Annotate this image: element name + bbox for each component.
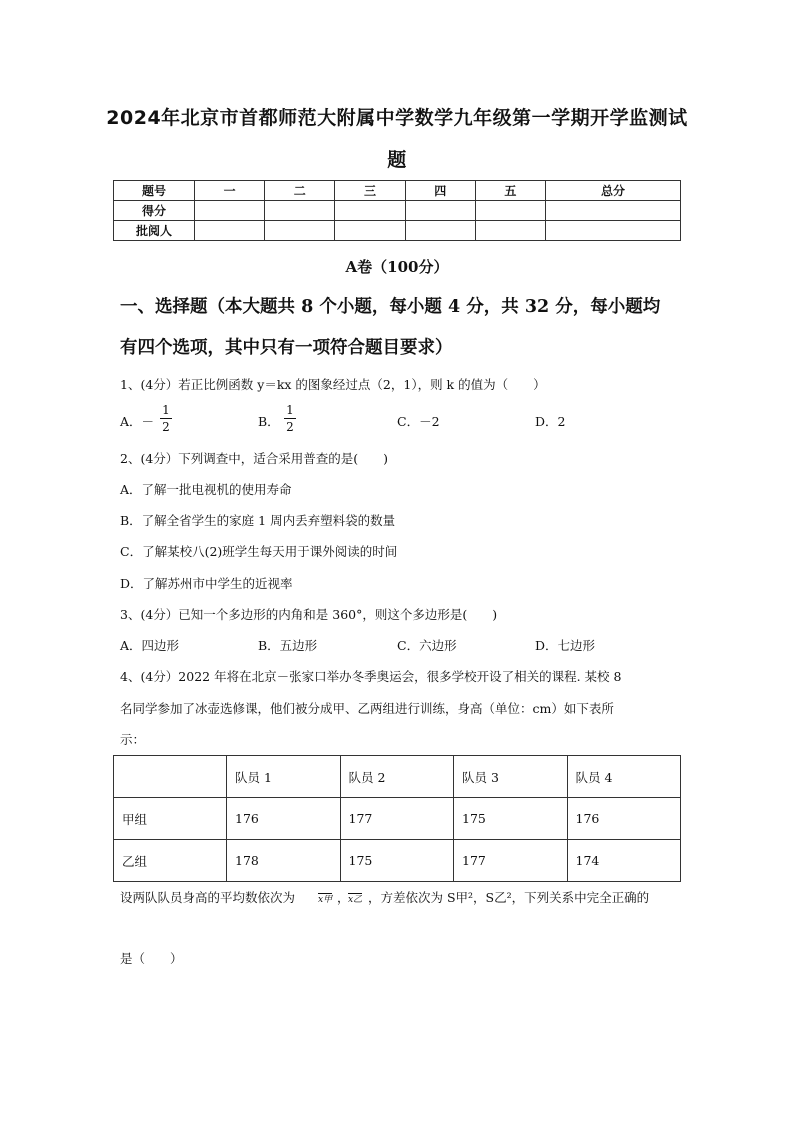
height-header-cell: 队员 3 [454,756,568,798]
score-header-cell: 题号 [114,181,195,201]
q3-option-d: D．七边形 [535,638,596,653]
height-cell: 178 [227,840,341,882]
score-header-cell: 四 [405,181,475,201]
xbar-jia-label: x甲 [318,895,333,905]
fraction-denominator: 2 [162,420,170,434]
score-row-label: 批阅人 [114,221,195,241]
score-cell [195,201,265,221]
section-one-heading-line2: 有四个选项，其中只有一项符合题目要求） [120,338,453,358]
q4-stem-line1: 4、(4分）2022 年将在北京－张家口举办冬季奥运会，很多学校开设了相关的课程. 某校 8 [120,669,622,684]
fraction-bar [284,418,296,419]
q2-option-c: C．了解某校八(2)班学生每天用于课外阅读的时间 [120,544,398,559]
score-row-label: 得分 [114,201,195,221]
score-cell [405,201,475,221]
score-header-cell: 三 [335,181,405,201]
q3-stem: 3、(4分）已知一个多边形的内角和是 360°，则这个多边形是( ) [120,607,498,622]
score-cell [265,221,335,241]
height-table-row [114,798,681,840]
q1-option-b-prefix: B． [258,414,280,429]
height-cell: 175 [340,840,454,882]
overline [348,893,362,894]
height-table [113,755,681,882]
q1-option-d: D．2 [535,414,566,429]
q1-option-c: C．－2 [397,414,440,429]
q4-comma: ， [337,890,350,905]
score-cell [335,201,405,221]
exam-title-line2: 题 [387,149,407,171]
height-cell: 175 [454,798,568,840]
height-row-label: 乙组 [114,840,227,882]
xbar-yi-symbol [348,893,362,905]
q4-after-part1: 设两队队员身高的平均数依次为 [120,890,296,905]
fraction-bar [160,418,172,419]
q2-option-d: D．了解苏州市中学生的近视率 [120,576,293,591]
height-header-cell [114,756,227,798]
score-cell [195,221,265,241]
q1-option-b-fraction [284,403,296,434]
height-table-row [114,840,681,882]
xbar-jia-symbol [318,893,332,905]
score-cell [335,221,405,241]
score-table-row [114,201,681,221]
q1-option-a-prefix: A．－ [120,414,155,429]
q4-stem-line2: 名同学参加了冰壶选修课，他们被分成甲、乙两组进行训练，身高（单位：cm）如下表所 [120,701,614,716]
height-table-header-row [114,756,681,798]
score-cell [546,201,681,221]
score-table-header-row [114,181,681,201]
q4-stem-line3: 示： [120,732,146,747]
q3-option-c: C．六边形 [397,638,457,653]
height-cell: 177 [454,840,568,882]
section-a-heading: A卷（100分） [345,258,449,276]
overline [318,893,332,894]
q3-option-b: B．五边形 [258,638,318,653]
q2-stem: 2、(4分）下列调查中，适合采用普查的是( ) [120,451,389,466]
score-header-cell: 总分 [546,181,681,201]
section-one-heading-line1: 一、选择题（本大题共 8 个小题，每小题 4 分，共 32 分，每小题均 [120,297,661,317]
score-table-row [114,221,681,241]
xbar-yi-label: x乙 [348,895,363,905]
score-table [113,180,681,241]
q1-option-a-fraction [160,403,172,434]
score-header-cell: 一 [195,181,265,201]
height-header-cell: 队员 1 [227,756,341,798]
q4-after-line2: 是（ ） [120,951,183,966]
q2-option-b: B．了解全省学生的家庭 1 周内丢弃塑料袋的数量 [120,513,396,528]
q4-after-part2: ，方差依次为 S甲²，S乙²，下列关系中完全正确的 [368,890,650,905]
fraction-denominator: 2 [286,420,294,434]
score-header-cell: 五 [475,181,545,201]
fraction-numerator: 1 [162,403,170,417]
height-cell: 177 [340,798,454,840]
score-cell [405,221,475,241]
height-cell: 176 [227,798,341,840]
score-cell [475,201,545,221]
height-header-cell: 队员 2 [340,756,454,798]
q2-option-a: A．了解一批电视机的使用寿命 [120,482,292,497]
q1-stem: 1、(4分）若正比例函数 y＝kx 的图象经过点（2，1），则 k 的值为（ ） [120,377,546,392]
score-cell [475,221,545,241]
score-header-cell: 二 [265,181,335,201]
exam-title-line1: 2024年北京市首都师范大附属中学数学九年级第一学期开学监测试 [106,107,688,129]
height-cell: 176 [567,798,681,840]
score-cell [546,221,681,241]
height-row-label: 甲组 [114,798,227,840]
fraction-numerator: 1 [286,403,294,417]
height-cell: 174 [567,840,681,882]
score-cell [265,201,335,221]
height-header-cell: 队员 4 [567,756,681,798]
q3-option-a: A．四边形 [120,638,180,653]
